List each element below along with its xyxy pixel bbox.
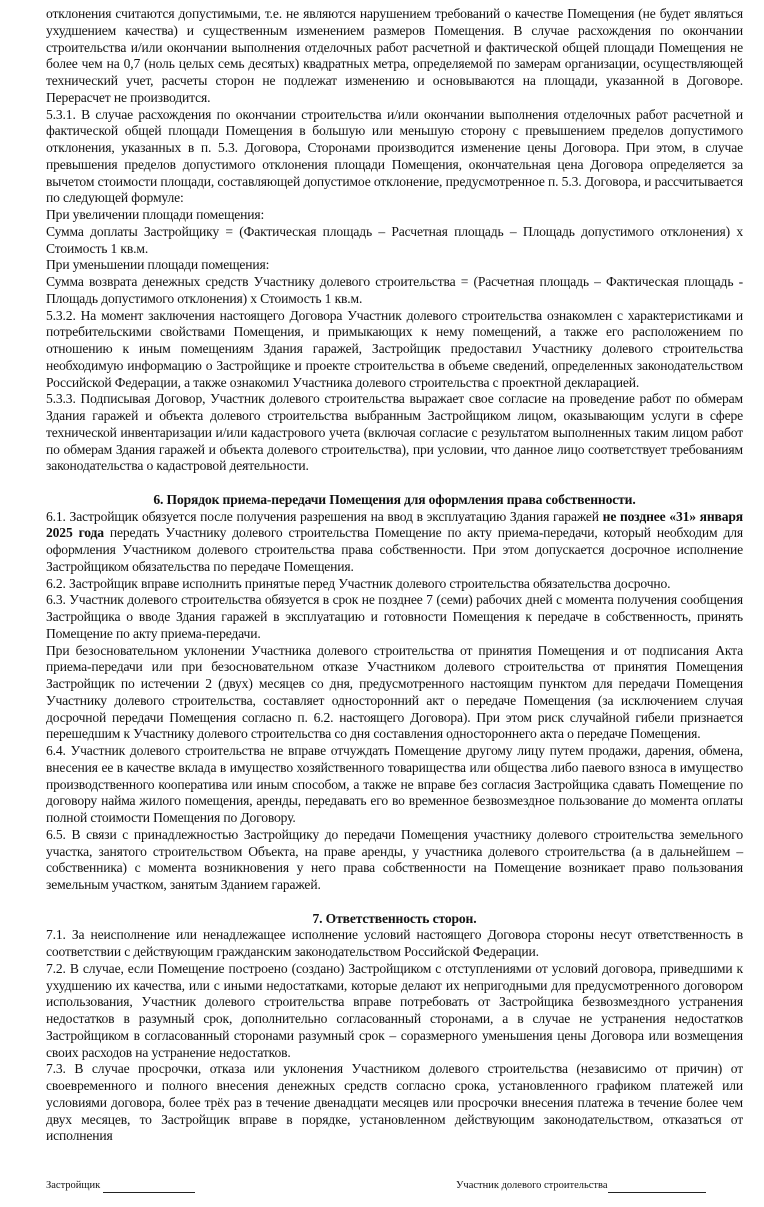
paragraph-6-5: 6.5. В связи с принадлежностью Застройщику до передачи Помещения участнику долевого строительства земельного участка, занятого строительством Объекта, на праве аренды, у участника долевого строительства (а в дальнейшем – собственника) с момента возникновения у него права собственности на Помещение возникает право пользования земельным участком, занятым Зданием гаражей. xyxy=(46,826,743,892)
p61-text: 6.1. Застройщик обязуется после получения разрешения на ввод в эксплуатацию Здания гаражей xyxy=(46,508,603,524)
section-7-heading: 7. Ответственность сторон. xyxy=(312,910,477,926)
paragraph-5-3-1: 5.3.1. В случае расхождения по окончании строительства и/или окончании выполнения отделочных работ расчетной и фактической общей площади Помещения в большую или меньшую сторону с превышением пределов допустимого отклонения, указанных в п. 5.3. Договора, Сторонами производится изменение цены Договора. При этом, в случае превышения пределов допустимого отклонения площади Помещения, окончательная цена Договора определяется за вычетом стоимости площади, составляющей допустимое отклонение, предусмотренное п. 5.3. Договора, и рассчитывается по следующей формуле: xyxy=(46,106,743,206)
decrease-label: При уменьшении площади помещения: xyxy=(46,257,270,273)
p61-text-rest: передать Участнику долевого строительства Помещение по акту приема-передачи, который необходим для оформления Участником долевого строительства права собственности. При этом допускается досрочное исполнение Застройщиком обязательства по передаче Помещения. xyxy=(46,525,743,574)
developer-signature-line xyxy=(103,1181,195,1193)
section-6-heading: 6. Порядок приема-передачи Помещения для оформления права собственности. xyxy=(153,491,636,507)
signature-footer xyxy=(46,1179,743,1195)
paragraph-6-4: 6.4. Участник долевого строительства не вправе отчуждать Помещение другому лицу путем продажи, дарения, обмена, внесения ее в качестве вклада в имущество хозяйственного товарищества или общества либо паевого взноса в имущество производственного кооператива или иным способом, а также не вправе без согласия Застройщика сдавать Помещение по договору найма жилого помещения, аренды, передавать его во временное безвозмездное пользование до момента оплаты полной стоимости Помещения по Договору. xyxy=(46,743,743,825)
increase-label: При увеличении площади помещения: xyxy=(46,207,265,222)
paragraph-6-2: 6.2. Застройщик вправе исполнить принятые перед Участник долевого строительства обязательства досрочно. xyxy=(46,575,671,591)
participant-signature-line xyxy=(608,1181,706,1193)
participant-label: Участник долевого строительства xyxy=(456,1180,608,1191)
participant-signature xyxy=(456,1179,706,1193)
spacer xyxy=(46,894,743,911)
paragraph-7-3: 7.3. В случае просрочки, отказа или уклонения Участником долевого строительства (независимо от причин) от своевременного и полного внесения денежных средств согласно срока, установленного графиком платежей или условиями договора, более трёх раз в течение двенадцати месяцев или просрочки внесения платежа в течение более чем двух месяцев, то Застройщик вправе в порядке, установленном действующим законодательством, отказаться от исполнения xyxy=(46,1061,743,1144)
developer-signature xyxy=(46,1179,195,1193)
paragraph-5-3-3: 5.3.3. Подписывая Договор, Участник долевого строительства выражает свое согласие на проведение работ по обмерам Здания гаражей и объекта долевого строительства выбранным Застройщиком лицом, оказывающим услуги в сфере технической инвентаризации и/или кадастрового учета (включая согласие с результатом выполненных таким лицом работ по обмерам Здания гаражей и объекта долевого строительства), при условии, что данное лицо соответствует требованиям законодательства о кадастровой деятельности. xyxy=(46,391,743,474)
paragraph-7-1: 7.1. За неисполнение или ненадлежащее исполнение условий настоящего Договора стороны несут ответственность в соответствии с действующим гражданским законодательством Российской Федерации. xyxy=(46,927,743,959)
paragraph-6-3: 6.3. Участник долевого строительства обязуется в срок не позднее 7 (семи) рабочих дней с момента получения сообщения Застройщика о вводе Здания гаражей в эксплуатацию и готовности Помещения к передаче в собственность, принять Помещение по акту приема-передачи. xyxy=(46,592,743,641)
deadline-bold: не позднее «31» января 2025 года xyxy=(46,508,743,541)
increase-formula: Сумма доплаты Застройщику = (Фактическая площадь – Расчетная площадь – Площадь допустимого отклонения) х Стоимость 1 кв.м. xyxy=(46,223,743,256)
paragraph-5-3-2: 5.3.2. На момент заключения настоящего Договора Участник долевого строительства ознакомлен с характеристиками и потребительскими свойствами Помещения, и примыкающих к нему помещений, а также его расположением по отношению к иным помещениям Здания гаражей, Застройщик предоставил Участнику долевого строительства необходимую информацию о Застройщике и проекте строительства в объеме сведений, определенных законодательством Российской Федерации, а также ознакомил Участника долевого строительства с проектной декларацией. xyxy=(46,307,743,390)
spacer xyxy=(46,475,743,492)
developer-label: Застройщик xyxy=(46,1180,101,1191)
document-page xyxy=(46,0,743,1145)
decrease-formula: Сумма возврата денежных средств Участнику долевого строительства = (Расчетная площадь – Фактическая площадь - Площадь допустимого отклонения) х Стоимость 1 кв.м. xyxy=(46,274,743,306)
paragraph-7-2: 7.2. В случае, если Помещение построено (создано) Застройщиком с отступлениями от условий договора, приведшими к ухудшению их качества, или с иными недостатками, которые делают их непригодными для предусмотренного договором использования, Участник долевого строительства вправе потребовать от Застройщика безвозмездного устранения недостатков в разумный срок, дополнительно согласованный сторонами, а в случае не устранения недостатков Застройщиком в согласованный сторонами разумный срок – соразмерного уменьшения цены Договора или возмещения своих расходов на устранение недостатков. xyxy=(46,960,743,1060)
paragraph-5-3-continuation: отклонения считаются допустимыми, т.е. не являются нарушением требований о качестве Помещения (не будет являться ухудшением качества) и существенным изменением размеров Помещения. В случае расхождения по окончании строительства и/или окончании выполнения отделочных работ расчетной и фактической общей площади Помещения не более чем на 0,7 (ноль целых семь десятых) квадратных метра, определяемой по замерам организации, осуществляющей технический учет, расчеты сторон не подлежат изменению и основываются на площади, указанной в Договоре. Перерасчет не производится. xyxy=(46,6,743,105)
paragraph-6-3-b: При безосновательном уклонении Участника долевого строительства от принятия Помещения и от подписания Акта приема-передачи или при безосновательном отказе Участником долевого строительства от принятия Помещения Застройщик по истечении 2 (двух) месяцев со дня, предусмотренного настоящим пунктом для передачи Помещения Участнику долевого строительства, составляет односторонний акт о передаче Помещения (за исключением случая досрочной передачи Помещения согласно п. 6.2. настоящего Договора). При этом риск случайной гибели признается перешедшим к Участнику долевого строительства со дня составления одностороннего акта о передаче Помещения. xyxy=(46,642,743,742)
paragraph-6-1 xyxy=(46,509,743,576)
